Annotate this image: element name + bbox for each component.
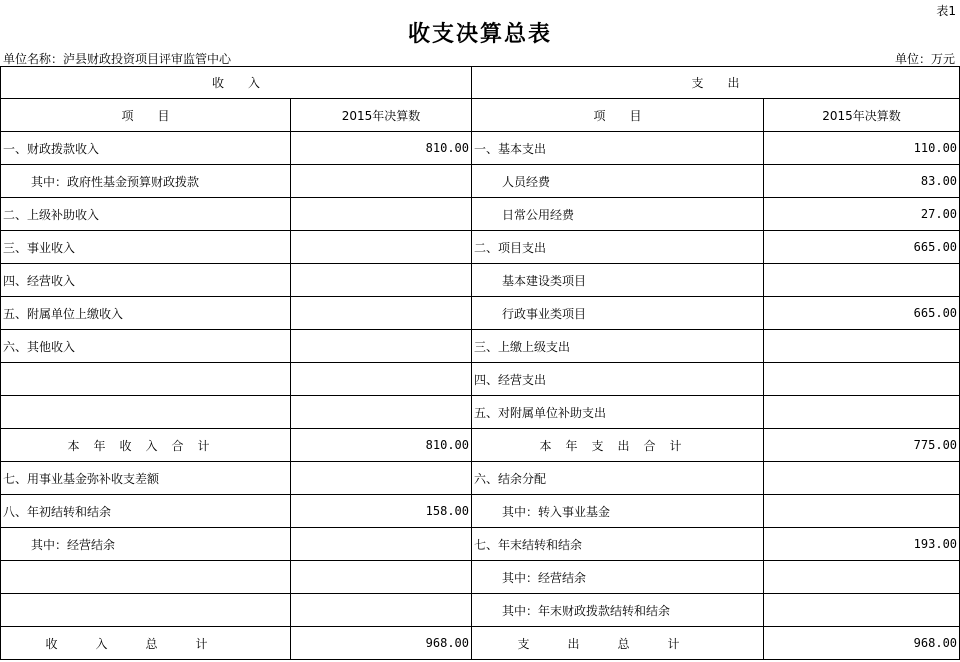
income-amount-cell: [291, 462, 472, 495]
table-row: [1, 594, 960, 627]
table-row: [1, 165, 960, 198]
income-item-cell: 其中：经营结余: [1, 528, 291, 561]
income-item-cell: 四、经营收入: [1, 264, 291, 297]
income-total-label: 收入总计: [1, 627, 291, 660]
expense-amount-cell: [764, 264, 960, 297]
income-amount-cell: [291, 528, 472, 561]
table-row: [1, 297, 960, 330]
expense-item-cell: 五、对附属单位补助支出: [472, 396, 764, 429]
income-amount-cell: [291, 594, 472, 627]
income-item-cell: [1, 594, 291, 627]
income-subtotal-amount: 810.00: [291, 429, 472, 462]
table-row: [1, 396, 960, 429]
income-item-cell: 三、事业收入: [1, 231, 291, 264]
expense-item-header: 项 目: [472, 99, 764, 132]
expense-amount-cell: 193.00: [764, 528, 960, 561]
expense-amount-cell: [764, 330, 960, 363]
income-section-header: 收 入: [1, 67, 472, 99]
expense-amount-cell: 110.00: [764, 132, 960, 165]
income-amount-cell: 810.00: [291, 132, 472, 165]
expense-amount-cell: [764, 396, 960, 429]
table-row: [1, 198, 960, 231]
income-item-cell: 其中：政府性基金预算财政拨款: [1, 165, 291, 198]
unit-measure-label: 单位：万元: [894, 52, 955, 66]
expense-item-cell: 日常公用经费: [472, 198, 764, 231]
expense-amount-cell: [764, 363, 960, 396]
income-item-cell: 七、用事业基金弥补收支差额: [1, 462, 291, 495]
table-row: [1, 264, 960, 297]
expense-subtotal-amount: 775.00: [764, 429, 960, 462]
income-amount-cell: [291, 231, 472, 264]
expense-item-cell: 其中：年末财政拨款结转和结余: [472, 594, 764, 627]
income-item-cell: 五、附属单位上缴收入: [1, 297, 291, 330]
expense-section-header: 支 出: [472, 67, 960, 99]
table-row: [1, 330, 960, 363]
income-item-cell: [1, 561, 291, 594]
expense-item-cell: 七、年末结转和结余: [472, 528, 764, 561]
income-item-cell: [1, 363, 291, 396]
income-amount-cell: [291, 165, 472, 198]
income-amount-header: 2015年决算数: [291, 99, 472, 132]
income-amount-cell: [291, 363, 472, 396]
income-amount-cell: 158.00: [291, 495, 472, 528]
expense-item-cell: 其中：经营结余: [472, 561, 764, 594]
table-row: [1, 231, 960, 264]
income-amount-cell: [291, 561, 472, 594]
expense-amount-cell: 665.00: [764, 231, 960, 264]
income-amount-cell: [291, 297, 472, 330]
expense-total-label: 支出总计: [472, 627, 764, 660]
subtotal-row: [1, 429, 960, 462]
income-item-cell: 八、年初结转和结余: [1, 495, 291, 528]
table-row: [1, 561, 960, 594]
income-total-amount: 968.00: [291, 627, 472, 660]
expense-subtotal-label: 本年支出合计: [472, 429, 764, 462]
expense-amount-cell: 27.00: [764, 198, 960, 231]
income-amount-cell: [291, 396, 472, 429]
table-number: 表1: [936, 4, 956, 18]
total-row: [1, 627, 960, 660]
table-row: [1, 528, 960, 561]
expense-item-cell: 行政事业类项目: [472, 297, 764, 330]
income-item-cell: 一、财政拨款收入: [1, 132, 291, 165]
expense-item-cell: 三、上缴上级支出: [472, 330, 764, 363]
expense-item-cell: 其中：转入事业基金: [472, 495, 764, 528]
income-amount-cell: [291, 198, 472, 231]
expense-amount-header: 2015年决算数: [764, 99, 960, 132]
income-item-header: 项 目: [1, 99, 291, 132]
table-row: [1, 462, 960, 495]
expense-amount-cell: [764, 594, 960, 627]
income-amount-cell: [291, 330, 472, 363]
budget-summary-table: [0, 66, 960, 660]
expense-amount-cell: [764, 462, 960, 495]
expense-amount-cell: 665.00: [764, 297, 960, 330]
unit-name-label: 单位名称：泸县财政投资项目评审监管中心: [3, 52, 232, 66]
income-item-cell: [1, 396, 291, 429]
income-subtotal-label: 本年收入合计: [1, 429, 291, 462]
income-item-cell: 六、其他收入: [1, 330, 291, 363]
expense-amount-cell: 83.00: [764, 165, 960, 198]
expense-amount-cell: [764, 495, 960, 528]
expense-item-cell: 一、基本支出: [472, 132, 764, 165]
table-row: [1, 495, 960, 528]
table-row: [1, 363, 960, 396]
expense-item-cell: 六、结余分配: [472, 462, 764, 495]
table-row: [1, 132, 960, 165]
income-item-cell: 二、上级补助收入: [1, 198, 291, 231]
page-title: 收支决算总表: [407, 22, 552, 47]
income-amount-cell: [291, 264, 472, 297]
expense-item-cell: 人员经费: [472, 165, 764, 198]
expense-item-cell: 四、经营支出: [472, 363, 764, 396]
expense-item-cell: 二、项目支出: [472, 231, 764, 264]
expense-item-cell: 基本建设类项目: [472, 264, 764, 297]
expense-amount-cell: [764, 561, 960, 594]
expense-total-amount: 968.00: [764, 627, 960, 660]
